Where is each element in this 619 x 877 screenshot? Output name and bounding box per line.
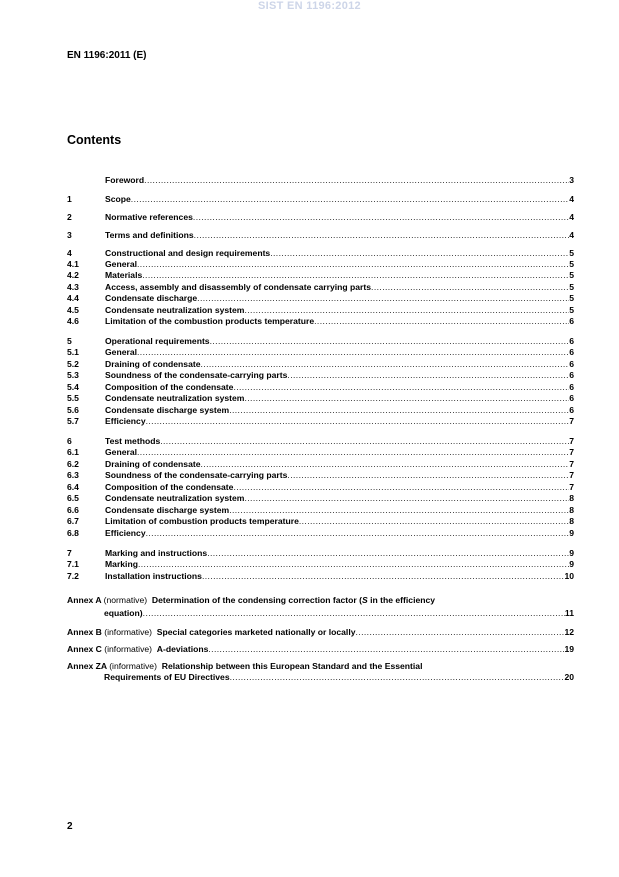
annex-title-cont: in the efficiency: [367, 595, 436, 605]
dot-leader: [142, 270, 569, 281]
toc-page: 6: [569, 336, 574, 346]
toc-entry[interactable]: [67, 436, 574, 447]
dot-leader: [131, 194, 569, 205]
dot-leader: [193, 212, 569, 223]
annex-title-line2: Requirements of EU Directives: [104, 672, 230, 682]
toc-number: 6.6: [67, 505, 79, 515]
annex-title-line2: equation): [104, 608, 143, 618]
toc-page: 19: [564, 644, 574, 654]
toc-entry[interactable]: [67, 516, 574, 527]
dot-leader: [146, 528, 570, 539]
toc-number: 7.2: [67, 571, 79, 581]
dot-leader: [244, 305, 569, 316]
toc-number: 5.3: [67, 370, 79, 380]
toc-entry[interactable]: [67, 470, 574, 481]
toc-title: Condensate neutralization system: [105, 393, 245, 403]
toc-page: 7: [569, 470, 574, 480]
toc-entry[interactable]: [67, 212, 574, 223]
dot-leader: [371, 282, 569, 293]
toc-entry[interactable]: [67, 505, 574, 516]
toc-page: 12: [564, 627, 574, 637]
dot-leader: [137, 447, 569, 458]
toc-number: 6.2: [67, 459, 79, 469]
toc-annex-c[interactable]: [67, 644, 574, 655]
toc-page: 6: [569, 382, 574, 392]
toc-page: 7: [569, 416, 574, 426]
toc-title: Access, assembly and disassembly of condensate carrying parts: [105, 282, 372, 292]
toc-entry[interactable]: [67, 493, 574, 504]
annex-label: Annex C: [67, 644, 102, 654]
toc-number: 2: [67, 212, 72, 222]
toc-entry[interactable]: [67, 270, 574, 281]
toc-title: Normative references: [105, 212, 193, 222]
toc-number: 4.4: [67, 293, 79, 303]
document-id: EN 1196:2011 (E): [67, 50, 147, 61]
toc-page: 9: [569, 528, 574, 538]
toc-entry[interactable]: [67, 305, 574, 316]
toc-page: 7: [569, 436, 574, 446]
dot-leader: [208, 644, 564, 655]
toc-page: 6: [569, 359, 574, 369]
toc-title: Terms and definitions: [105, 230, 194, 240]
dot-leader: [144, 175, 569, 186]
toc-number: 6.3: [67, 470, 79, 480]
toc-annex-a[interactable]: [67, 595, 574, 619]
toc-title: Composition of the condensate: [105, 382, 234, 392]
toc-number: 6.8: [67, 528, 79, 538]
dot-leader: [194, 230, 570, 241]
toc-entry[interactable]: [67, 230, 574, 241]
toc-number: 6.7: [67, 516, 79, 526]
dot-leader: [137, 347, 569, 358]
dot-leader: [270, 248, 569, 259]
toc-entry[interactable]: [67, 248, 574, 259]
toc-page: 7: [569, 482, 574, 492]
dot-leader: [207, 548, 569, 559]
toc-title: Limitation of the combustion products temperature: [105, 316, 315, 326]
annex-label: Annex A: [67, 595, 102, 605]
toc-title: Limitation of combustion products temperature: [105, 516, 299, 526]
dot-leader: [146, 416, 570, 427]
dot-leader: [201, 359, 570, 370]
toc-entry[interactable]: [67, 293, 574, 304]
dot-leader: [244, 493, 569, 504]
toc-page: 6: [569, 393, 574, 403]
annex-title-italic: S: [361, 595, 368, 605]
toc-entry[interactable]: [67, 548, 574, 559]
toc-page: 6: [569, 370, 574, 380]
toc-title: Constructional and design requirements: [105, 248, 271, 258]
dot-leader: [244, 393, 569, 404]
toc-title: Materials: [105, 270, 143, 280]
annex-label: Annex B: [67, 627, 102, 637]
toc-entry[interactable]: [67, 559, 574, 570]
toc-title: Condensate neutralization system: [105, 493, 245, 503]
annex-type: (informative): [109, 661, 157, 671]
annex-type: (normative): [103, 595, 148, 605]
toc-entry[interactable]: [67, 393, 574, 404]
toc-title: Draining of condensate: [105, 359, 201, 369]
toc-page: 11: [564, 608, 574, 618]
toc-title: Marking: [105, 559, 138, 569]
toc-title: Soundness of the condensate-carrying parts: [105, 370, 288, 380]
toc-number: 5.7: [67, 416, 79, 426]
toc-page: 4: [569, 230, 574, 240]
toc-title: Operational requirements: [105, 336, 210, 346]
dot-leader: [202, 571, 565, 582]
dot-leader: [137, 259, 569, 270]
toc-entry[interactable]: [67, 459, 574, 470]
toc-page: 3: [569, 175, 574, 185]
annex-title: Relationship between this European Standard and the Essential: [161, 661, 423, 671]
toc-entry[interactable]: [67, 347, 574, 358]
toc-page: 8: [569, 516, 574, 526]
toc-number: 3: [67, 230, 72, 240]
toc-number: 7: [67, 548, 72, 558]
toc-entry[interactable]: [67, 382, 574, 393]
toc-number: 5.4: [67, 382, 79, 392]
toc-page: 6: [569, 405, 574, 415]
toc-entry[interactable]: [67, 416, 574, 427]
dot-leader: [233, 482, 569, 493]
annex-type: (informative): [104, 627, 153, 637]
toc-page: 5: [569, 248, 574, 258]
page-title: Contents: [67, 133, 122, 147]
dot-leader: [233, 382, 569, 393]
dot-leader: [287, 470, 569, 481]
toc-entry[interactable]: [67, 175, 574, 186]
toc-number: 4.1: [67, 259, 79, 269]
dot-leader: [143, 608, 565, 619]
toc-number: 5.2: [67, 359, 79, 369]
toc-number: 4.3: [67, 282, 79, 292]
toc-title: Condensate neutralization system: [105, 305, 245, 315]
toc-entry[interactable]: [67, 359, 574, 370]
dot-leader: [210, 336, 570, 347]
dot-leader: [356, 627, 565, 638]
toc-number: 5.6: [67, 405, 79, 415]
toc-title: Composition of the condensate: [105, 482, 234, 492]
toc-title: Soundness of the condensate-carrying parts: [105, 470, 288, 480]
toc-page: 5: [569, 259, 574, 269]
watermark: SIST EN 1196:2012: [258, 0, 361, 12]
toc-title: Installation instructions: [105, 571, 202, 581]
toc-entry[interactable]: [67, 336, 574, 347]
toc-title: Efficiency: [105, 528, 146, 538]
toc-number: 4.5: [67, 305, 79, 315]
toc-annex-b[interactable]: [67, 627, 574, 638]
toc-title: General: [105, 347, 138, 357]
toc-page: 9: [569, 559, 574, 569]
toc-annex-za[interactable]: [67, 661, 574, 683]
toc-entry[interactable]: [67, 482, 574, 493]
toc-title: General: [105, 259, 138, 269]
dot-leader: [201, 459, 570, 470]
annex-type: (informative): [104, 644, 153, 654]
toc-number: 7.1: [67, 559, 79, 569]
toc-entry[interactable]: [67, 316, 574, 327]
toc-title: Marking and instructions: [105, 548, 208, 558]
toc-number: 6.4: [67, 482, 79, 492]
toc-title: Condensate discharge system: [105, 405, 230, 415]
toc-entry[interactable]: [67, 447, 574, 458]
toc-number: 4: [67, 248, 72, 258]
dot-leader: [230, 672, 565, 683]
toc-number: 5: [67, 336, 72, 346]
toc-number: 1: [67, 194, 72, 204]
toc-page: 7: [569, 459, 574, 469]
toc-number: 5.1: [67, 347, 79, 357]
dot-leader: [160, 436, 569, 447]
toc-title: Test methods: [105, 436, 161, 446]
toc-number: 6.1: [67, 447, 79, 457]
toc-number: 4.2: [67, 270, 79, 280]
toc-page: 6: [569, 316, 574, 326]
toc-page: 4: [569, 194, 574, 204]
toc-title: Efficiency: [105, 416, 146, 426]
toc-entry[interactable]: [67, 282, 574, 293]
dot-leader: [229, 405, 569, 416]
dot-leader: [197, 293, 569, 304]
page-number: 2: [67, 821, 73, 832]
toc-entry[interactable]: [67, 528, 574, 539]
toc-number: 6.5: [67, 493, 79, 503]
annex-title: Determination of the condensing correction factor (: [151, 595, 362, 605]
annex-title: A-deviations: [156, 644, 209, 654]
toc-title: Condensate discharge system: [105, 505, 230, 515]
annex-title: Special categories marketed nationally or locally: [156, 627, 356, 637]
dot-leader: [287, 370, 569, 381]
toc-page: 5: [569, 282, 574, 292]
toc-entry[interactable]: [67, 370, 574, 381]
toc-page: 9: [569, 548, 574, 558]
annex-label: Annex ZA: [67, 661, 107, 671]
toc-page: 5: [569, 305, 574, 315]
toc-title: Draining of condensate: [105, 459, 201, 469]
toc-title: General: [105, 447, 138, 457]
dot-leader: [299, 516, 569, 527]
toc-page: 20: [564, 672, 574, 682]
toc-number: 4.6: [67, 316, 79, 326]
toc-page: 5: [569, 270, 574, 280]
toc-page: 8: [569, 505, 574, 515]
dot-leader: [314, 316, 569, 327]
toc-entry[interactable]: [67, 259, 574, 270]
toc-title: Condensate discharge: [105, 293, 198, 303]
toc-entry[interactable]: [67, 405, 574, 416]
toc-number: 5.5: [67, 393, 79, 403]
dot-leader: [229, 505, 569, 516]
toc-page: 6: [569, 347, 574, 357]
toc-entry[interactable]: [67, 194, 574, 205]
toc-page: 7: [569, 447, 574, 457]
toc-page: 10: [564, 571, 574, 581]
toc-title: Foreword: [105, 175, 145, 185]
toc-entry[interactable]: [67, 571, 574, 582]
toc-page: 8: [569, 493, 574, 503]
toc-page: 4: [569, 212, 574, 222]
toc-page: 5: [569, 293, 574, 303]
toc-title: Scope: [105, 194, 131, 204]
toc-number: 6: [67, 436, 72, 446]
dot-leader: [138, 559, 569, 570]
